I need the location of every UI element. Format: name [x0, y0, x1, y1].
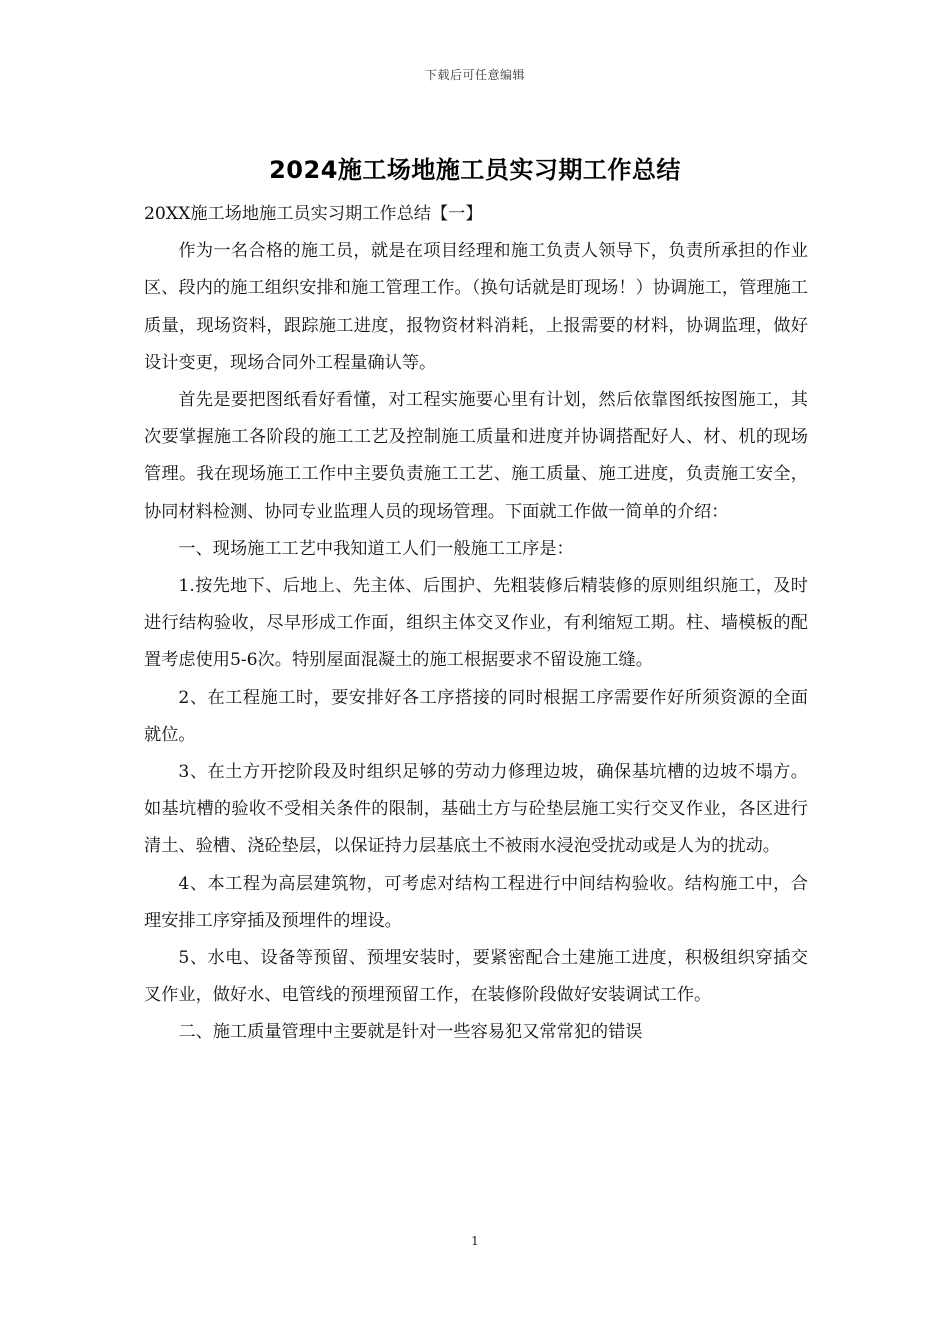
paragraph-intro: 作为一名合格的施工员，就是在项目经理和施工负责人领导下，负责所承担的作业区、段内的施工组织安排和施工管理工作。（换句话就是盯现场！）协调施工，管理施工质量，现场资料，跟踪施工进度，报物资材料消耗，上报需要的材料，协调监理，做好设计变更，现场合同外工程量确认等。: [144, 241, 808, 373]
paragraph-heading-process: 一、现场施工工艺中我知道工人们一般施工工序是：: [178, 538, 574, 559]
section-heading: 20XX施工场地施工员实习期工作总结【一】: [144, 204, 483, 224]
paragraph-item-2: 2、在工程施工时，要安排好各工序搭接的同时根据工序需要作好所须资源的全面就位。: [144, 687, 808, 745]
paragraph-overview: 首先是要把图纸看好看懂，对工程实施要心里有计划，然后依靠图纸按图施工，其次要掌握施工各阶段的施工工艺及控制施工质量和进度并协调搭配好人、材、机的现场管理。我在现场施工工作中主要负责施工工艺、施工质量、施工进度，负责施工安全，协同材料检测、协同专业监理人员的现场管理。下面就工作做一简单的介绍：: [144, 390, 808, 522]
paragraph-item-3: 3、在土方开挖阶段及时组织足够的劳动力修理边坡，确保基坑槽的边坡不塌方。如基坑槽的验收不受相关条件的限制，基础土方与砼垫层施工实行交叉作业，各区进行清土、验槽、浇砼垫层，以保证持力层基底土不被雨水浸泡受扰动或是人为的扰动。: [144, 762, 808, 857]
header-note: 下载后可任意编辑: [424, 68, 525, 82]
paragraph-item-4: 4、本工程为高层建筑物，可考虑对结构工程进行中间结构验收。结构施工中，合理安排工序穿插及预埋件的埋设。: [144, 873, 808, 931]
page-number: 1: [471, 1234, 479, 1248]
paragraph-item-5: 5、水电、设备等预留、预埋安装时，要紧密配合土建施工进度，积极组织穿插交叉作业，做好水、电管线的预埋预留工作，在装修阶段做好安装调试工作。: [144, 948, 808, 1006]
document-title: 2024施工场地施工员实习期工作总结: [269, 156, 681, 184]
paragraph-heading-quality: 二、施工质量管理中主要就是针对一些容易犯又常常犯的错误: [178, 1022, 643, 1043]
document-body: [144, 196, 808, 1052]
paragraph-item-1: 1.按先地下、后地上、先主体、后围护、先粗装修后精装修的原则组织施工，及时进行结构验收，尽早形成工作面，组织主体交叉作业，有利缩短工期。柱、墙模板的配置考虑使用5-6次。特别屋面混凝土的施工根据要求不留设施工缝。: [144, 576, 808, 671]
